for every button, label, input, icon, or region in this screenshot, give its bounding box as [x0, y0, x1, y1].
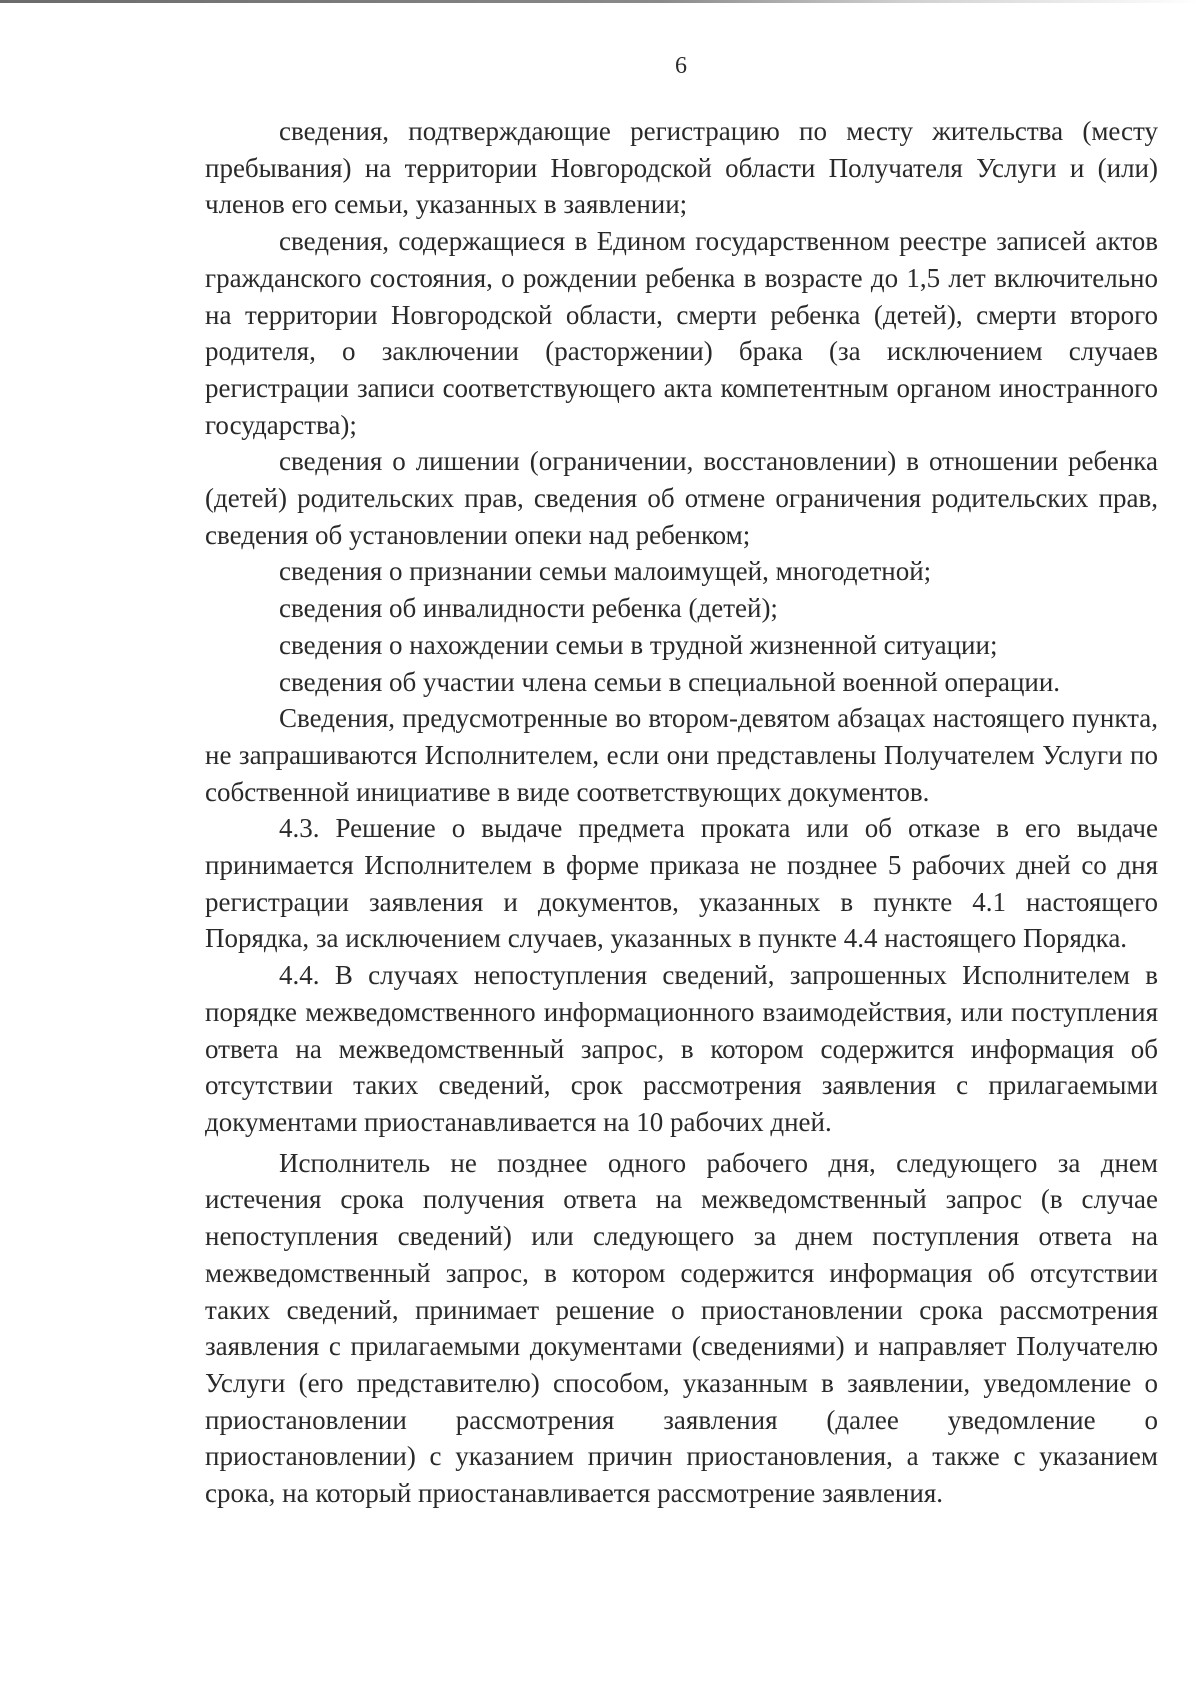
paragraph-civil-registry: сведения, содержащиеся в Едином государственном реестре записей актов гражданского состояния, о рождении ребенка в возрасте до 1,5 лет включительно на территории Новгородской области, смерти ребенка (детей), смерти второго родителя, о заключении (расторжении) брака (за исключением случаев регистрации записи соответствующего акта компетентным органом иностранного государства); [205, 226, 1158, 440]
document-body [205, 113, 1158, 1512]
paragraph-hardship: сведения о нахождении семьи в трудной жизненной ситуации; [279, 629, 998, 660]
paragraph-parental-rights: сведения о лишении (ограничении, восстановлении) в отношении ребенка (детей) родительских прав, сведения об отмене ограничения родительских прав, сведения об установлении опеки над ребенком; [205, 446, 1158, 550]
paragraph-disability: сведения об инвалидности ребенка (детей); [279, 593, 778, 624]
paragraph-residence-registration: сведения, подтверждающие регистрацию по месту жительства (месту пребывания) на территории Новгородской области Получателя Услуги и (или) членов его семьи, указанных в заявлении; [205, 116, 1158, 220]
scan-top-edge [0, 0, 1200, 3]
paragraph-clause-4-3: 4.3. Решение о выдаче предмета проката или об отказе в его выдаче принимается Исполнителем в форме приказа не позднее 5 рабочих дней со дня регистрации заявления и документов, указанных в пункте 4.1 настоящего Порядка, за исключением случаев, указанных в пункте 4.4 настоящего Порядка. [205, 813, 1158, 954]
paragraph-clause-4-4: 4.4. В случаях непоступления сведений, запрошенных Исполнителем в порядке межведомственного информационного взаимодействия, или поступления ответа на межведомственный запрос, в котором содержится информация об отсутствии таких сведений, срок рассмотрения заявления с прилагаемыми документами приостанавливается на 10 рабочих дней. [205, 960, 1158, 1137]
paragraph-low-income: сведения о признании семьи малоимущей, многодетной; [279, 556, 932, 587]
paragraph-military-operation: сведения об участии члена семьи в специальной военной операции. [279, 666, 1061, 697]
page-number: 6 [675, 53, 687, 79]
paragraph-suspension-notice: Исполнитель не позднее одного рабочего дня, следующего за днем истечения срока получения ответа на межведомственный запрос (в случае непоступления сведений) или следующего за днем поступления ответа на межведомственный запрос, в котором содержится информация об отсутствии таких сведений, принимает решение о приостановлении срока рассмотрения заявления с прилагаемыми документами (сведениями) и направляет Получателю Услуги (его представителю) способом, указанным в заявлении, уведомление о приостановлении рассмотрения заявления (далее уведомление о приостановлении) с указанием причин приостановления, а также с указанием срока, на который приостанавливается рассмотрение заявления. [205, 1147, 1158, 1509]
paragraph-not-requested: Сведения, предусмотренные во втором-девятом абзацах настоящего пункта, не запрашиваются Исполнителем, если они представлены Получателем Услуги по собственной инициативе в виде соответствующих документов. [205, 703, 1158, 807]
